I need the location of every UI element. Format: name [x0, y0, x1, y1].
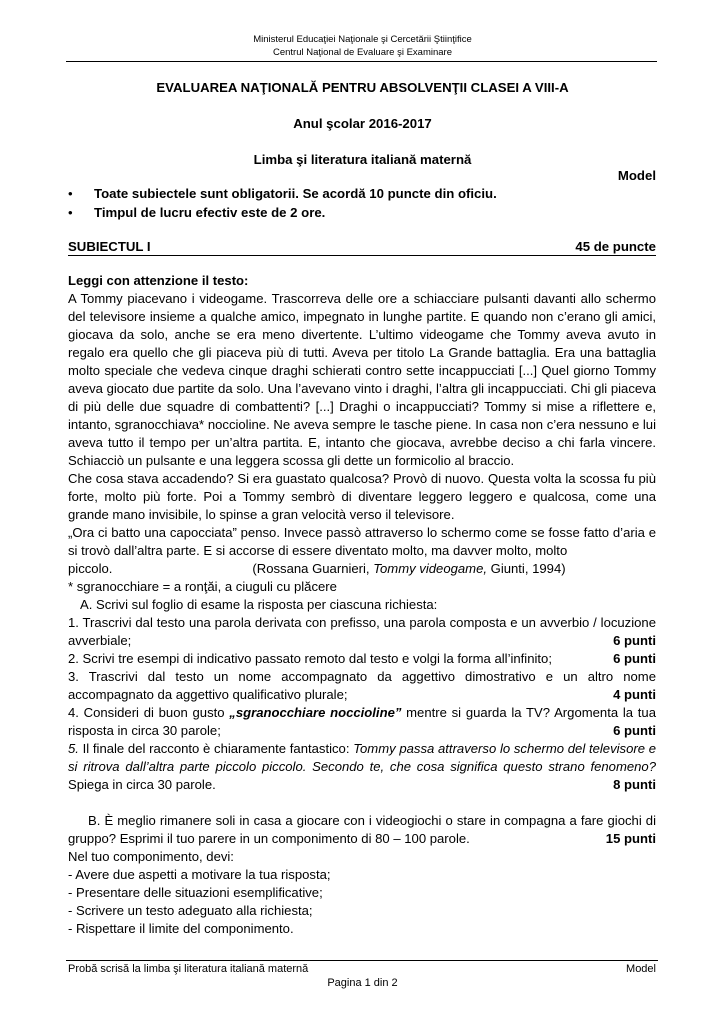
reading-paragraph: A Tommy piacevano i videogame. Trascorreva delle ore a schiacciare pulsanti davanti allo schermo del televisore insieme a qualche amico, impegnato in lunghe partite. E quando non c’erano gli amici, giocava da solo, anche se era meno divertente. L’ultimo videogame che Tommy aveva avuto in regalo era quello che gli piaceva più di tutti. Aveva per titolo La Grande battaglia. Era una battaglia molto speciale che vedeva cinque draghi schierati contro sette incappucciati [...] Quel giorno Tommy aveva giocato due partite da solo. Una l’avevano vinto i draghi, l’altra gli incappucciati. Chi gli piaceva di più delle due squadre di combattenti? [...] Draghi o incappucciati? Tommy si mise a riflettere e, intanto, sgranocchiava* noccioline. Ne aveva sempre le tasche piene. In casa non c’era nessuno e lui aveva tutto il tempo per un’altra partita. E, intanto che giocava, avrebbe deciso a chi farla vincere. Schiacciò un pulsante e una leggera scossa gli dette un formicolio al braccio.: [68, 291, 656, 468]
part-b-intro: [68, 812, 656, 848]
part-b-item: - Presentare delle situazioni esemplificative;: [68, 885, 323, 900]
footer-right: Model: [626, 963, 656, 975]
part-b-lead: Nel tuo componimento, devi:: [68, 849, 234, 864]
question-points: 8 punti: [613, 777, 656, 792]
question-points: 6 punti: [613, 651, 656, 666]
question-text: 2. Scrivi tre esempi di indicativo passato remoto dal testo e volgi la forma all’infinito;: [68, 651, 552, 666]
subject-title: Limba şi literatura italiană maternă: [253, 152, 472, 167]
reading-instruction: Leggi con attenzione il testo:: [68, 273, 249, 288]
part-b-item: - Scrivere un testo adeguato alla richiesta;: [68, 903, 313, 918]
part-b-text: B. È meglio rimanere soli in casa a giocare con i videogiochi o stare in compagna a fare giochi di gruppo? Esprimi il tuo parere in un componimento di 80 – 100 parole.: [68, 813, 656, 846]
question-1: [68, 614, 656, 650]
question-3: [68, 668, 656, 704]
footnote: * sgranocchiare = a ronţăi, a ciuguli cu plăcere: [68, 579, 337, 594]
question-quote: Tommy passa attraverso lo schermo del televisore e si ritrova dall’altra parte piccolo piccolo. Secondo te, che cosa significa questo strano fenomeno?: [68, 741, 656, 774]
exam-title: EVALUAREA NAŢIONALĂ PENTRU ABSOLVENŢII CLASEI A VIII-A: [156, 80, 569, 95]
header-divider: [66, 61, 657, 62]
rule-text: Timpul de lucru efectiv este de 2 ore.: [94, 205, 326, 220]
question-4: [68, 704, 656, 740]
question-text: 4. Consideri di buon gusto: [68, 705, 230, 720]
question-points: 6 punti: [613, 633, 656, 648]
question-quote: „sgranocchiare noccioline”: [229, 705, 402, 720]
section-heading: [68, 239, 656, 256]
question-text: 3. Trascrivi dal testo un nome accompagnato da aggettivo dimostrativo e un altro nome accompagnato da aggettivo qualificativo plurale;: [68, 669, 656, 702]
bullet-icon: •: [68, 205, 73, 220]
footer-left: Probă scrisă la limba şi literatura italiană maternă: [68, 963, 309, 975]
question-points: 6 punti: [613, 723, 656, 738]
citation-publisher: Giunti, 1994): [487, 561, 566, 576]
footer-divider: [66, 960, 658, 961]
question-text: Il finale del racconto è chiaramente fantastico:: [78, 741, 354, 756]
part-a-intro: A. Scrivi sul foglio di esame la risposta per ciascuna richiesta:: [80, 597, 438, 612]
rule-text: Toate subiectele sunt obligatorii. Se acordă 10 puncte din oficiu.: [94, 186, 497, 201]
question-text: mentre si guarda la TV? Argomenta la tua risposta in circa 30 parole;: [68, 705, 656, 738]
question-text: 1. Trascrivi dal testo una parola derivata con prefisso, una parola composta e un avverbio / locuzione avverbiale;: [68, 615, 656, 648]
citation-line: [68, 560, 656, 578]
rule-item: [68, 205, 325, 220]
school-year: Anul şcolar 2016-2017: [293, 116, 432, 131]
reading-paragraph: Che cosa stava accadendo? Si era guastato qualcosa? Provò di nuovo. Questa volta la scossa fu più forte, molto più forte. Poi a Tommy sembrò di diventare leggero leggero e qualcosa, come una grande mano invisibile, lo spinse a gran velocità verso il televisore.: [68, 471, 656, 522]
part-b-item: - Rispettare il limite del componimento.: [68, 921, 294, 936]
section-name: SUBIECTUL I: [68, 239, 151, 254]
bullet-icon: •: [68, 186, 73, 201]
section-points: 45 de puncte: [575, 239, 656, 254]
ministry-header: Ministerul Educaţiei Naţionale şi Cercetării Ştiinţifice: [253, 34, 472, 45]
part-b-points: 15 punti: [605, 831, 656, 846]
question-5: [68, 740, 656, 794]
center-header: Centrul Naţional de Evaluare şi Examinare: [272, 47, 452, 58]
exam-body: [68, 272, 656, 938]
part-b-item: - Avere due aspetti a motivare la tua risposta;: [68, 867, 331, 882]
question-number: 5.: [68, 741, 79, 756]
citation-title: Tommy videogame,: [373, 561, 487, 576]
page-number: Pagina 1 din 2: [327, 977, 398, 989]
paragraph-end: piccolo.: [68, 561, 113, 576]
question-2: [68, 650, 656, 668]
question-text: Spiega in circa 30 parole.: [68, 777, 216, 792]
reading-paragraph: „Ora ci batto una capocciata” penso. Invece passò attraverso lo schermo come se fosse fatto d’aria e si trovò dall’altra parte. E si accorse di essere diventato molto, ma davver molto, molto: [68, 525, 656, 558]
footer: [68, 963, 656, 975]
question-points: 4 punti: [613, 687, 656, 702]
rule-item: [68, 186, 497, 201]
citation-author: (Rossana Guarnieri,: [252, 561, 374, 576]
model-label: Model: [617, 168, 656, 183]
